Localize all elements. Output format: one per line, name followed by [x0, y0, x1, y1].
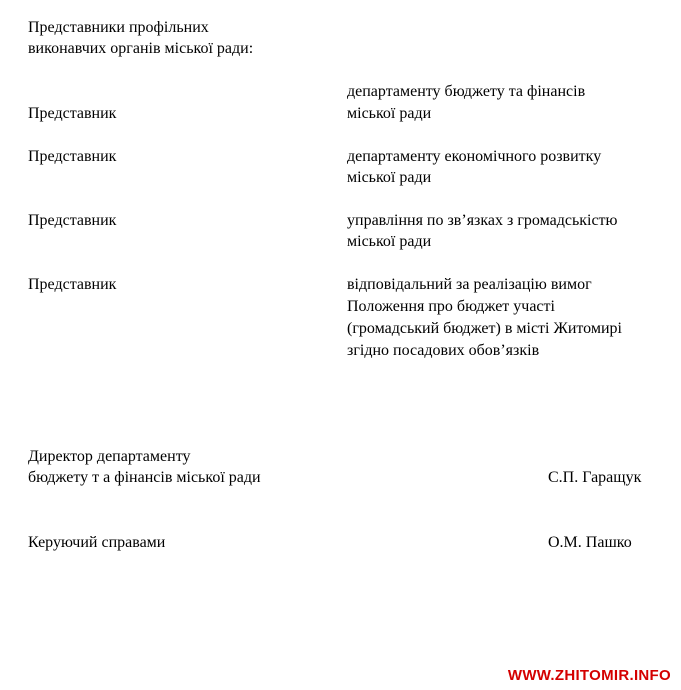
representative-1-label: Представник [28, 105, 117, 122]
representative-4-line-1: відповідальний за реалізацію вимог [347, 276, 592, 293]
representative-4-line-2: Положення про бюджет участі [347, 298, 555, 315]
signature-2-title-line-1: Керуючий справами [28, 534, 166, 551]
representative-1-line-2: міської ради [347, 105, 432, 122]
header-line-1: Представники профільних [28, 19, 209, 36]
representative-2-label: Представник [28, 148, 117, 165]
representative-3-line-1: управління по зв’язках з громадськістю [347, 212, 618, 229]
signature-1-title-line-1: Директор департаменту [28, 448, 191, 465]
representative-2-line-1: департаменту економічного розвитку [347, 148, 602, 165]
representative-4-line-4: згідно посадових обов’язків [347, 342, 540, 359]
representative-4-line-3: (громадський бюджет) в місті Житомирі [347, 320, 622, 337]
signature-1-title-line-2: бюджету т а фінансів міської ради [28, 469, 261, 486]
signature-2-name: О.М. Пашко [548, 534, 632, 551]
representative-2-line-2: міської ради [347, 169, 432, 186]
header-line-2: виконавчих органів міської ради: [28, 40, 254, 57]
site-watermark: WWW.ZHITOMIR.INFO [507, 667, 671, 684]
representative-4-label: Представник [28, 276, 117, 293]
signature-1-name: С.П. Гаращук [548, 469, 642, 486]
representative-3-line-2: міської ради [347, 233, 432, 250]
representative-1-line-1: департаменту бюджету та фінансів [347, 83, 586, 100]
representative-3-label: Представник [28, 212, 117, 229]
